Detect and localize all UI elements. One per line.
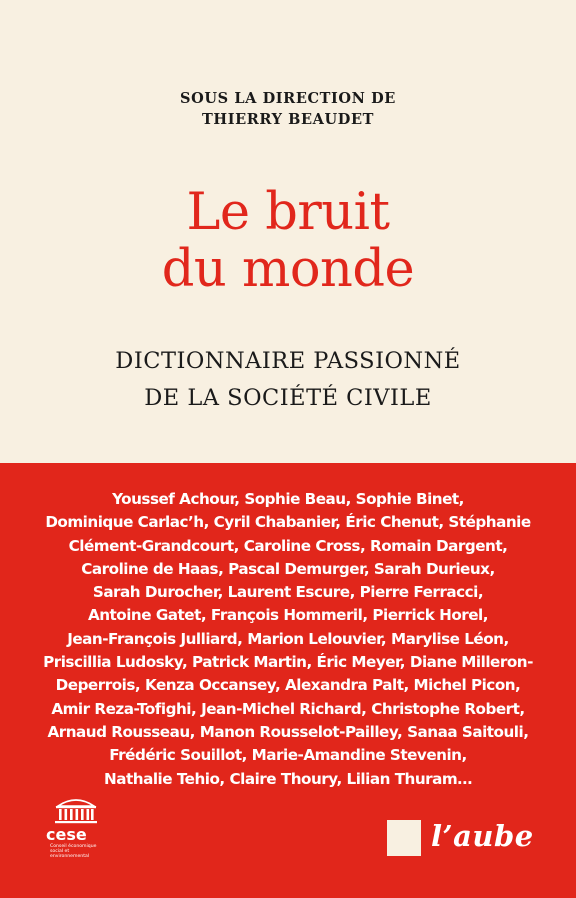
book-title-line2: du monde [161,240,415,299]
book-subtitle [0,343,576,417]
contributors-line: Frédéric Souillot, Marie-Amandine Stevenin, [109,746,467,765]
editor-name: THIERRY BEAUDET [202,111,374,128]
cover-bottom-panel [0,463,576,898]
contributors-line: Youssef Achour, Sophie Beau, Sophie Binet, [112,490,464,508]
contributors-line: Sarah Durocher, Laurent Escure, Pierre Ferracci, [92,583,484,602]
contributors-list [14,488,562,791]
contributors-line: Nathalie Tehio, Claire Thoury, Lilian Thuram… [104,769,472,788]
book-subtitle-line1: DICTIONNAIRE PASSIONNÉ [115,348,461,374]
contributors-line: Amir Reza-Tofighi, Jean-Michel Richard, Christophe Robert, [51,699,525,718]
cese-subtitle-line: environnemental [50,854,90,859]
contributors-line: Priscillia Ludosky, Patrick Martin, Éric Meyer, Diane Milleron- [43,653,533,672]
book-title-line1: Le bruit [186,183,390,242]
building-icon [46,796,106,826]
contributors-line: Clément-Grandcourt, Caroline Cross, Romain Dargent, [68,536,508,555]
cese-wordmark: cese [46,825,87,844]
publisher-square-mark [387,820,421,856]
cese-subtitle-line: social et [50,849,70,854]
contributors-line: Dominique Carlac’h, Cyril Chabanier, Éric Chenut, Stéphanie [45,513,531,532]
contributors-line: Deperrois, Kenza Occansey, Alexandra Palt, Michel Picon, [55,676,521,695]
contributors-line: Caroline de Haas, Pascal Demurger, Sarah Durieux, [81,559,495,578]
publisher-name: l’aube [431,819,534,853]
cese-subtitle [50,844,110,859]
contributors-line: Arnaud Rousseau, Manon Rousselot-Pailley, Sanaa Saitouli, [47,722,529,741]
cese-subtitle-line: Conseil économique [50,844,97,849]
publisher-logo [387,820,547,856]
cese-logo [46,796,106,858]
editor-credit [0,88,576,130]
editor-credit-line1: SOUS LA DIRECTION DE [180,90,396,107]
contributors-line: Antoine Gatet, François Hommeril, Pierrick Horel, [87,606,489,625]
contributors-line: Jean-François Julliard, Marion Lelouvier, Marylise Léon, [67,629,509,648]
book-title [0,184,576,298]
book-subtitle-line2: DE LA SOCIÉTÉ CIVILE [144,385,432,411]
